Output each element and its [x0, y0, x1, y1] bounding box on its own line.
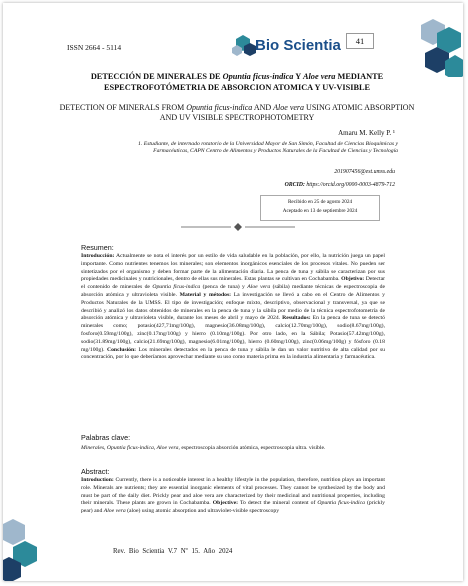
keywords-heading: Palabras clave:	[81, 433, 131, 442]
author-orcid[interactable]: ORCID: https://orcid.org/0000-0003-4879-712	[284, 182, 395, 188]
page-footer: Rev. Bio Scientia V.7 Nº 15. Año 2024	[113, 548, 233, 555]
paper-page	[3, 3, 463, 581]
author-name: Amaru M. Kelly P. ¹	[338, 129, 395, 137]
author-email[interactable]: 201907456@est.umss.edu	[334, 169, 395, 175]
journal-name: Bio Scientia	[255, 37, 341, 54]
title-english: DETECTION OF MINERALS FROM Opuntia ficus-indica AND Aloe vera USING ATOMIC ABSORPTION AND UV VISIBLE SPECTROPHOTOMETRY	[59, 103, 415, 122]
resumen-text: Introducción: Actualmente se nota el interés por un estilo de vida saludable en la población, por ello, la nutrición juega un papel importante. Como nutrientes tenemos los minerales; son elementos inorgánicos esenciales de los procesos vitales. No pueden ser sintetizados por el organismo y deben formar parte de la alimentación diaria. La penca de tuna y sábila se caracterizan por sus propiedades medicinales y nutricionales, dentro de ellas sus minerales. Estas plantas se cultivan en Cochabamba. Objetivo: Detectar el contenido de minerales de Opuntia ficus-indica (penca de tuna) y Aloe vera (sábila) mediante técnicas de espectroscopia de absorción atómica y ultravioleta visible. Material y métodos: La investigación se llevó a cabo en el Centro de Alimentos y Productos Naturales de la UMSS. El tipo de investigación; enfoque mixto, descriptivo, observacional y transversal, ya que se describió y analizó los datos obtenidos de minerales en la penca de tuna y la sábila por medio de la técnica espectrofotometría de absorción atómica y ultravioleta visible, durante los meses de abril y mayo de 2024. Resultados: En la penca de tuna se detectó minerales como; potasio(427,71mg/100g), magnesio(36.08mg/100g), calcio(12.70mg/100g), sodio(8.67mg/100g), fosforo(0.59mg/100g), zinc(0.17mg/100g) y hierro (0.10mg/100g). Por otro lado, en la Sábila; Potasio(57.42mg/100g), sodio(31.89mg/100g), calcio(21.69mg/100g), magnesio(6.01mg/100g), hierro (0.60mg/100g), zinc(0.06mg/100g) y fósforo (0.18 mg/100g). Conclusión: Los minerales detectados en la penca de tuna y sábila le dan un valor nutritivo de alta calidad por su concentración, por lo que deberíamos aprovechar mediante su uso como materia prima en la industria alimentaria y farmacéutica.	[81, 253, 386, 361]
page-number: 41	[346, 33, 374, 49]
abstract-text: Introduction: Currently, there is a noticeable interest in a healthy lifestyle in the population, therefore, nutrition plays an important role. Minerals are nutrients; they are essential inorganic elements of vital processes. They cannot be synthesized by the body and must be part of the daily diet. Prickly pear and aloe vera are characterized by their medicinal and nutritional properties, including their minerals. These plants are grown in Cochabamba. Objective: To detect the mineral content of Opuntia ficus-indica (prickly pear) and Aloe vera (aloe) using atomic absorption and ultraviolet-visible spectroscopy	[81, 477, 385, 515]
dates-box	[260, 195, 380, 221]
resumen-heading: Resumen:	[81, 243, 114, 252]
accepted-date: Aceptado en 13 de septiembre 2024	[282, 208, 358, 214]
author-affiliation: 1. Estudiante, de internado rotatorio de la Universidad Mayor de San Simón, Facultad de Ciencias Bioquímicas y Farmacéuticas, CAPN Centro de Alimentos y Productos Naturales de la Facultad de Ciencias y Tecnología	[138, 141, 398, 155]
hexagon-decoration-top	[393, 17, 463, 77]
abstract-heading: Abstract:	[81, 467, 110, 476]
title-spanish: DETECCIÓN DE MINERALES DE Opuntia ficus-indica Y Aloe vera MEDIANTE ESPECTROFOTÓMETRIA DE ABSORCION ATOMICA Y UV-VISIBLE	[90, 72, 384, 92]
ornament-divider	[179, 222, 297, 232]
keywords-text: Minerales, Opuntia ficus-indica, Aloe vera, espectroscopia absorción atómica, espectroscopia ultra. visible.	[81, 445, 326, 451]
hexagon-decoration-bottom	[3, 511, 63, 581]
received-date: Recibido en 25 de agosto 2024	[287, 199, 353, 205]
issn: ISSN 2664 - 5114	[67, 43, 122, 52]
